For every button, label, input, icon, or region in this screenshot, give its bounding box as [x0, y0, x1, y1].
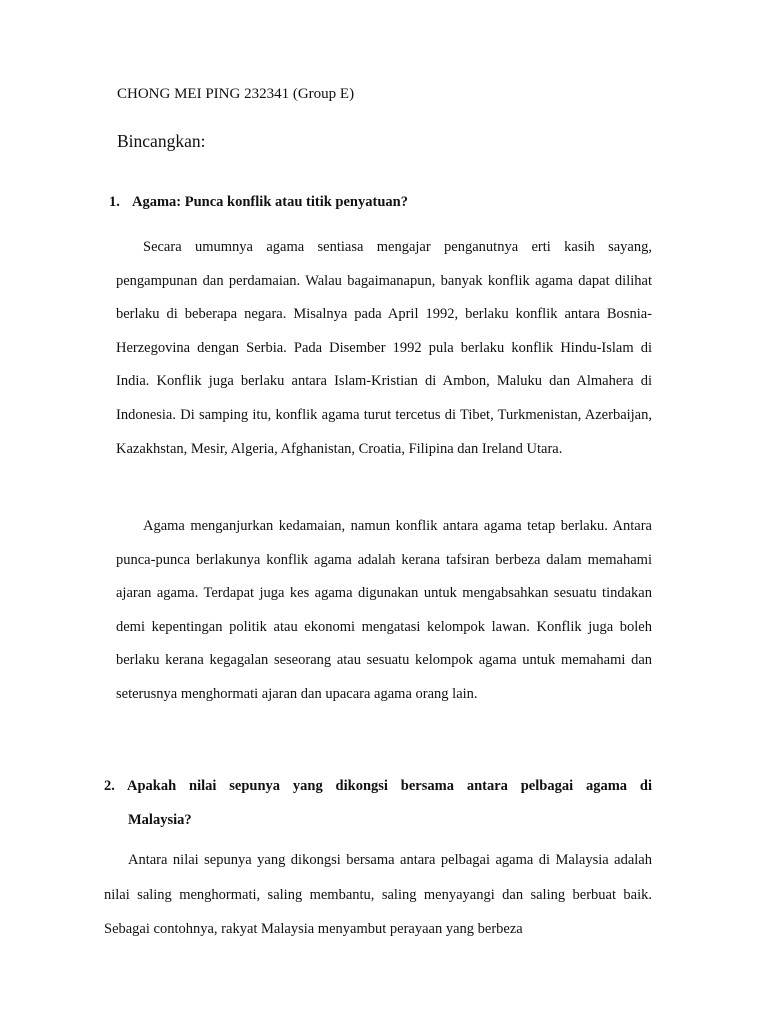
- question-1-text: Agama: Punca konflik atau titik penyatuan?: [132, 194, 408, 210]
- answer-2-paragraph-1: Antara nilai sepunya yang dikongsi bersama antara pelbagai agama di Malaysia adalah nilai saling menghormati, saling membantu, saling menyayangi dan saling berbuat baik. Sebagai contohnya, rakyat Malaysia menyambut perayaan yang berbeza: [104, 852, 652, 937]
- answer-1-paragraph-1: Secara umumnya agama sentiasa mengajar penganutnya erti kasih sayang, pengampunan dan perdamaian. Walau bagaimanapun, banyak konflik agama dapat dilihat berlaku di beberapa negara. Misalnya pada April 1992, berlaku konflik antara Bosnia-Herzegovina dengan Serbia. Pada Disember 1992 pula berlaku konflik Hindu-Islam di India. Konflik juga berlaku antara Islam-Kristian di Ambon, Maluku dan Almahera di Indonesia. Di samping itu, konflik agama turut tercetus di Tibet, Turkmenistan, Azerbaijan, Kazakhstan, Mesir, Algeria, Afghanistan, Croatia, Filipina dan Ireland Utara.: [116, 239, 652, 457]
- document-heading: Bincangkan:: [117, 131, 206, 151]
- question-1-number: 1.: [109, 194, 120, 210]
- question-2-text-line-2: Malaysia?: [128, 812, 192, 828]
- question-1: [109, 194, 408, 211]
- answer-1-paragraph-2: Agama menganjurkan kedamaian, namun konflik antara agama tetap berlaku. Antara punca-punca berlakunya konflik agama adalah kerana tafsiran berbeza dalam memahami ajaran agama. Terdapat juga kes agama digunakan untuk mengabsahkan sesuatu tindakan demi kepentingan politik atau ekonomi mengatasi kelompok lawan. Konflik juga boleh berlaku kerana kegagalan seseorang atau sesuatu kelompok agama untuk memahami dan seterusnya menghormati ajaran dan upacara agama orang lain.: [116, 518, 652, 702]
- question-2-number: 2.: [104, 778, 115, 794]
- question-2-text-line-1: Apakah nilai sepunya yang dikongsi bersama antara pelbagai agama di: [127, 778, 652, 794]
- document-header: CHONG MEI PING 232341 (Group E): [117, 86, 355, 102]
- question-2: [104, 769, 652, 837]
